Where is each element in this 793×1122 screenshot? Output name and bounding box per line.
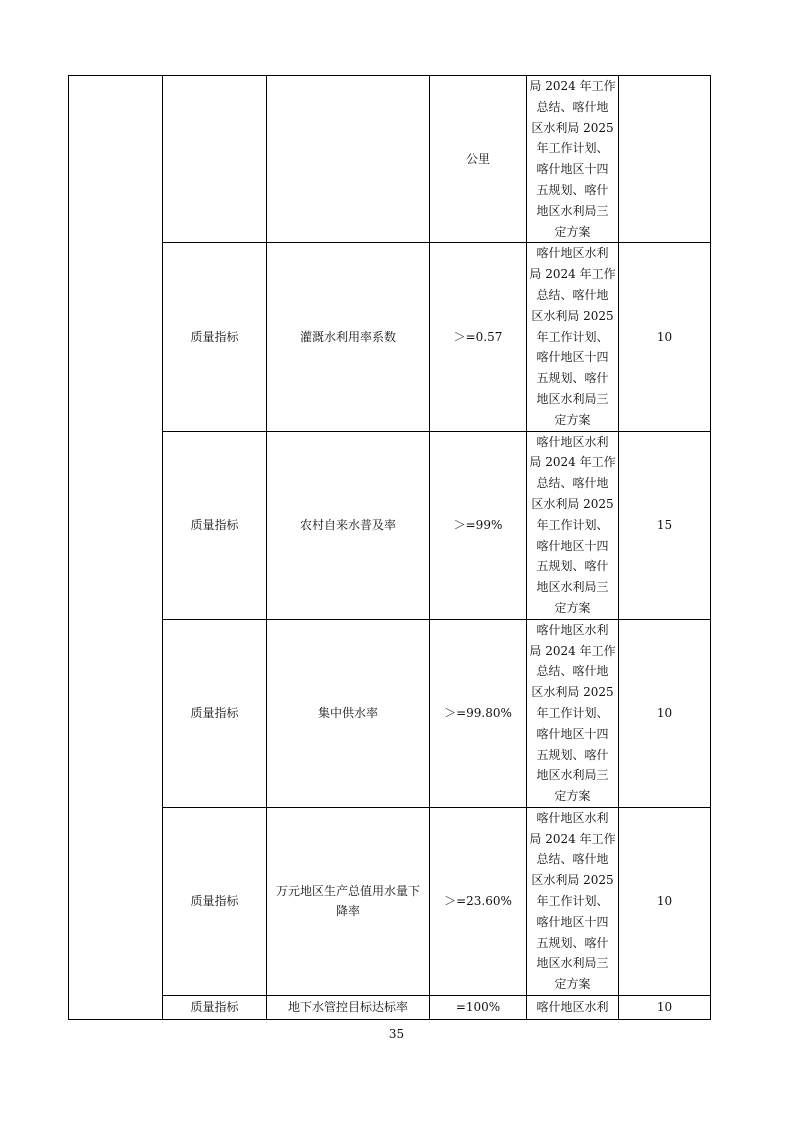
table-row (69, 807, 711, 995)
source-line: 定方案 (554, 789, 591, 804)
source-line: 喀什地区水利 (536, 1000, 609, 1015)
score-cell: 10 (619, 807, 711, 995)
source-line: 五规划、喀什 (536, 559, 609, 574)
source-line: 年工作计划、 (536, 329, 609, 344)
source-line: 喀什地区十四 (536, 538, 609, 553)
indicator-value-cell: ＞=23.60% (430, 807, 527, 995)
indicator-name-cell (267, 243, 430, 431)
source-line: 区水利局 2025 (531, 496, 614, 511)
category-cell (69, 76, 163, 1020)
source-line: 喀什地区水利 (536, 246, 609, 261)
source-line: 五规划、喀什 (536, 182, 609, 197)
table-row (69, 76, 711, 243)
source-line: 年工作计划、 (536, 705, 609, 720)
source-line: 喀什地区十四 (536, 726, 609, 741)
indicator-type-cell: 质量指标 (163, 996, 267, 1020)
indicator-name-line: 灌溉水利用率系数 (299, 329, 396, 344)
indicator-value-cell: ＞=99% (430, 431, 527, 619)
indicator-type-cell (163, 76, 267, 243)
source-line: 喀什地区水利 (536, 622, 609, 637)
source-line: 总结、喀什地 (536, 287, 609, 302)
score-cell: 15 (619, 431, 711, 619)
source-line: 区水利局 2025 (531, 308, 614, 323)
source-line: 局 2024 年工作 (529, 643, 616, 658)
indicator-type-cell: 质量指标 (163, 243, 267, 431)
source-line: 定方案 (554, 224, 591, 239)
indicator-type-cell: 质量指标 (163, 431, 267, 619)
table-row (69, 431, 711, 619)
indicator-name-cell (267, 996, 430, 1020)
source-line: 地区水利局三 (536, 768, 609, 783)
source-line: 年工作计划、 (536, 894, 609, 909)
source-cell (527, 996, 619, 1020)
indicator-name-line: 集中供水率 (317, 705, 378, 720)
indicator-name-line: 地下水管控目标达标率 (287, 1000, 408, 1015)
indicator-name-cell (267, 431, 430, 619)
indicator-name-cell (267, 807, 430, 995)
source-line: 喀什地区十四 (536, 914, 609, 929)
indicator-name-line: 农村自来水普及率 (299, 517, 396, 532)
score-cell (619, 76, 711, 243)
source-line: 地区水利局三 (536, 956, 609, 971)
indicator-name-line: 万元地区生产总值用水量下 (275, 883, 420, 898)
source-line: 局 2024 年工作 (529, 267, 616, 282)
score-cell: 10 (619, 619, 711, 807)
table-row (69, 243, 711, 431)
indicator-name-cell (267, 619, 430, 807)
indicator-value-cell: ＞=0.57 (430, 243, 527, 431)
source-cell (527, 619, 619, 807)
source-line: 区水利局 2025 (531, 685, 614, 700)
indicator-value-cell: ＞=99.80% (430, 619, 527, 807)
source-line: 定方案 (554, 412, 591, 427)
source-line: 区水利局 2025 (531, 120, 614, 135)
source-line: 地区水利局三 (536, 203, 609, 218)
source-line: 定方案 (554, 977, 591, 992)
source-line: 局 2024 年工作 (529, 79, 616, 93)
source-line: 喀什地区十四 (536, 350, 609, 365)
source-cell (527, 431, 619, 619)
source-line: 总结、喀什地 (536, 664, 609, 679)
indicator-name-line: 降率 (335, 904, 360, 919)
source-line: 年工作计划、 (536, 141, 609, 156)
source-line: 定方案 (554, 600, 591, 615)
source-line: 总结、喀什地 (536, 476, 609, 491)
indicator-table (68, 75, 711, 1020)
source-line: 局 2024 年工作 (529, 831, 616, 846)
page-number: 35 (388, 1027, 405, 1041)
score-cell: 10 (619, 243, 711, 431)
source-line: 总结、喀什地 (536, 99, 609, 114)
source-line: 总结、喀什地 (536, 852, 609, 867)
table-row (69, 619, 711, 807)
indicator-name-cell (267, 76, 430, 243)
score-cell: 10 (619, 996, 711, 1020)
source-line: 五规划、喀什 (536, 371, 609, 386)
source-line: 地区水利局三 (536, 580, 609, 595)
indicator-value-cell: =100% (430, 996, 527, 1020)
source-line: 区水利局 2025 (531, 873, 614, 888)
source-line: 年工作计划、 (536, 517, 609, 532)
indicator-value-cell: 公里 (430, 76, 527, 243)
indicator-type-cell: 质量指标 (163, 619, 267, 807)
source-cell (527, 243, 619, 431)
table-row (69, 996, 711, 1020)
source-line: 喀什地区水利 (536, 810, 609, 825)
source-line: 五规划、喀什 (536, 747, 609, 762)
source-line: 喀什地区水利 (536, 434, 609, 449)
source-cell (527, 76, 619, 243)
indicator-type-cell: 质量指标 (163, 807, 267, 995)
source-line: 地区水利局三 (536, 391, 609, 406)
source-line: 局 2024 年工作 (529, 455, 616, 470)
source-line: 五规划、喀什 (536, 935, 609, 950)
source-line: 喀什地区十四 (536, 162, 609, 177)
source-cell (527, 807, 619, 995)
